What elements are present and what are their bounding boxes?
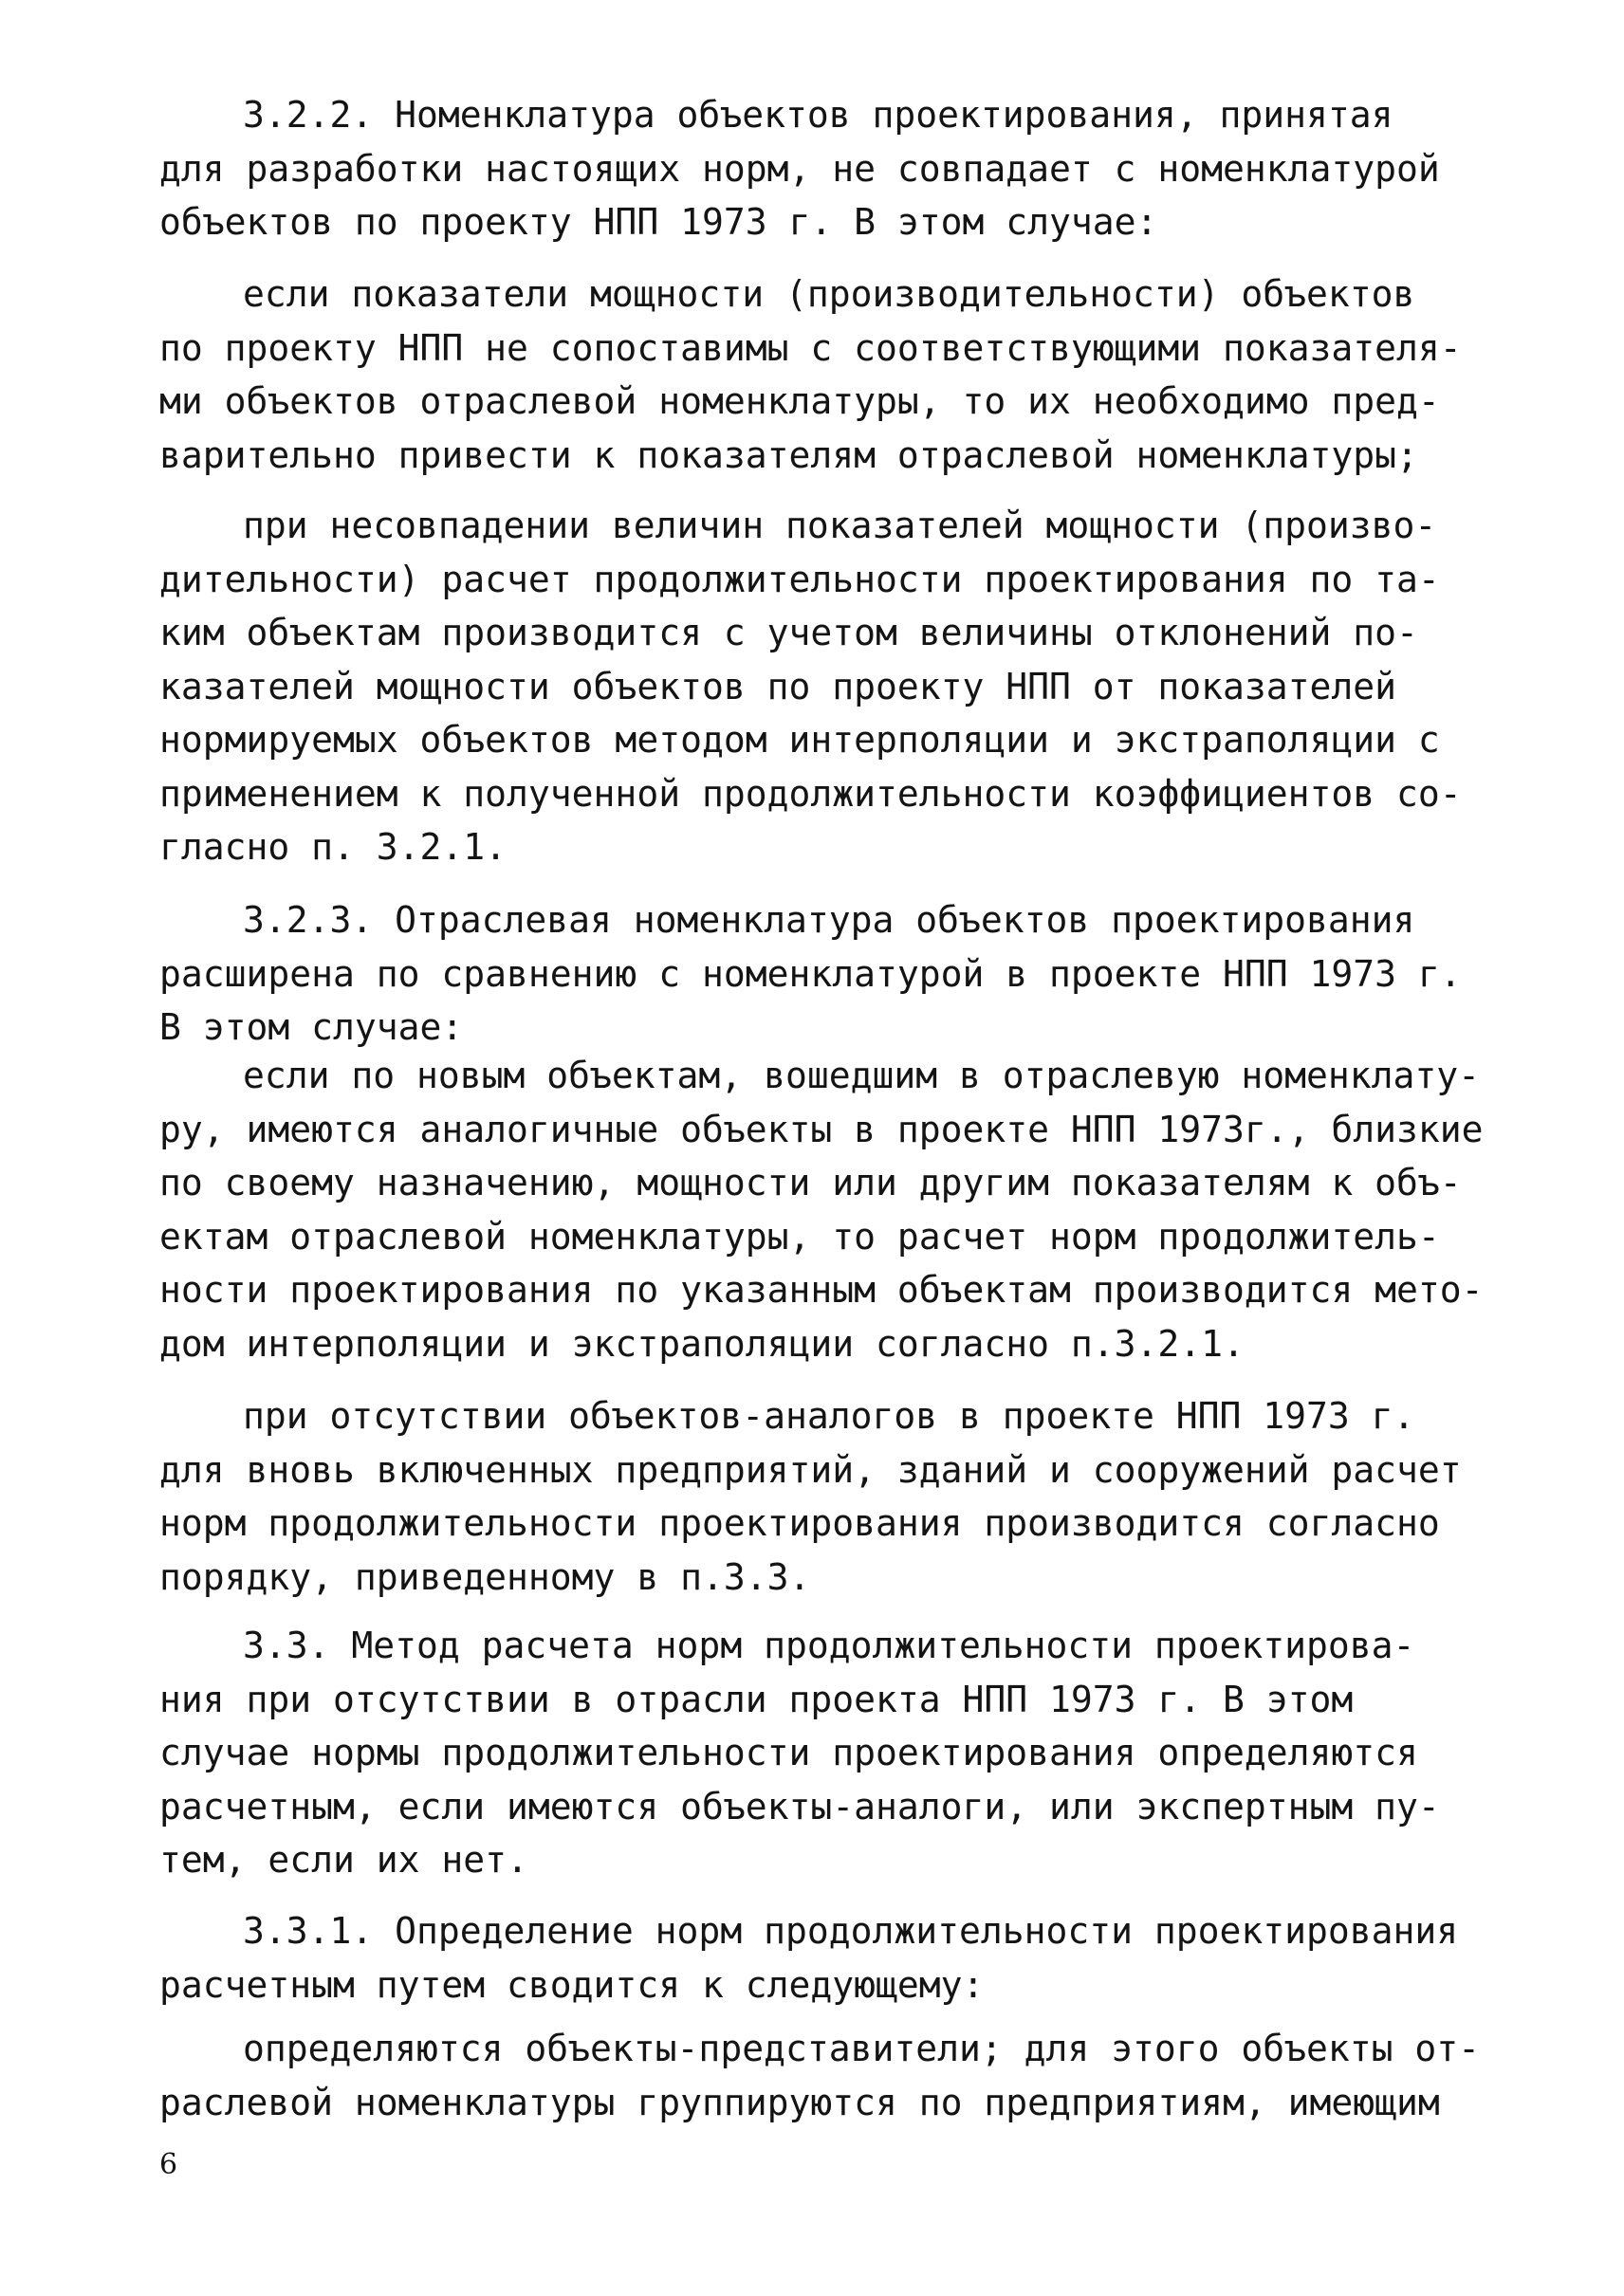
paragraph-new-objects	[159, 1049, 1484, 1370]
text-line: ми объектов отраслевой номенклатуры, то их необходимо пред-	[159, 380, 1440, 422]
text-line: 3.3. Метод расчета норм продолжительности проектирова-	[243, 1625, 1415, 1666]
text-line: для разработки настоящих норм, не совпадает с номенклатурой	[159, 147, 1440, 190]
text-line: если по новым объектам, вошедшим в отраслевую номенклату-	[243, 1055, 1481, 1096]
text-line: 3.3.1. Определение норм продолжительности проектирования	[243, 1910, 1459, 1952]
text-line: расширена по сравнению с номенклатурой в проекте НПП 1973 г.	[159, 952, 1462, 995]
text-line: для вновь включенных предприятий, зданий и сооружений расчет	[159, 1448, 1462, 1491]
paragraph-3-3	[159, 1619, 1478, 1887]
text-line: расчетным путем сводится к следующему:	[159, 1963, 985, 2006]
paragraph-power-indicators	[159, 267, 1478, 482]
text-line: ности проектирования по указанным объектам производится мето-	[159, 1269, 1484, 1311]
text-line: ру, имеются аналогичные объекты в проекте НПП 1973г., близкие	[159, 1108, 1484, 1150]
paragraph-3-3-1	[159, 1904, 1478, 2011]
text-line: случае нормы продолжительности проектирования определяются	[159, 1732, 1418, 1773]
text-line: ния при отсутствии в отрасли проекта НПП 1973 г. В этом	[159, 1678, 1354, 1720]
paragraph-mismatch	[159, 499, 1478, 874]
text-line: нормируемых объектов методом интерполяции и экстраполяции с	[159, 719, 1440, 761]
paragraph-no-analogues	[159, 1389, 1478, 1604]
text-line: по проекту НПП не сопоставимы с соответствующими показателя-	[159, 326, 1462, 369]
text-line: при отсутствии объектов-аналогов в проекте НПП 1973 г.	[243, 1395, 1415, 1437]
text-line: порядку, приведенному в п.3.3.	[159, 1555, 811, 1598]
text-line: казателей мощности объектов по проекту НПП от показателей	[159, 665, 1397, 707]
text-line: при несовпадении величин показателей мощности (произво-	[243, 505, 1437, 546]
text-line: тем, если их нет.	[159, 1839, 528, 1881]
text-line: ектам отраслевой номенклатуры, то расчет норм продолжитель-	[159, 1215, 1440, 1258]
paragraph-3-2-2	[159, 88, 1478, 249]
text-line: норм продолжительности проектирования производится согласно	[159, 1502, 1440, 1544]
text-line: ким объектам производится с учетом величины отклонений по-	[159, 612, 1418, 653]
text-line: раслевой номенклатуры группируются по предприятиям, имеющим	[159, 2081, 1440, 2123]
text-line: определяются объекты-представители; для этого объекты от-	[243, 2028, 1481, 2069]
text-line: гласно п. 3.2.1.	[159, 826, 508, 868]
page-number: 6	[159, 2148, 178, 2181]
paragraph-representatives	[159, 2022, 1481, 2129]
text-line: дительности) расчет продолжительности проектирования по та-	[159, 558, 1440, 600]
text-line: 3.2.3. Отраслевая номенклатура объектов проектирования	[243, 899, 1415, 941]
text-line: расчетным, если имеются объекты-аналоги, или экспертным пу-	[159, 1785, 1440, 1828]
text-line: В этом случае:	[159, 1006, 464, 1048]
text-line: 3.2.2. Номенклатура объектов проектирования, принятая	[243, 94, 1393, 136]
paragraph-3-2-3	[159, 893, 1478, 1055]
text-line: применением к полученной продолжительности коэффициентов со-	[159, 772, 1462, 815]
text-line: объектов по проекту НПП 1973 г. В этом случае:	[159, 201, 1158, 243]
text-line: варительно привести к показателям отраслевой номенклатуры;	[159, 433, 1418, 476]
text-line: по своему назначению, мощности или другим показателям к объ-	[159, 1162, 1462, 1203]
text-line: если показатели мощности (производительности) объектов	[243, 273, 1415, 315]
text-line: дом интерполяции и экстраполяции согласно п.3.2.1.	[159, 1322, 1245, 1365]
